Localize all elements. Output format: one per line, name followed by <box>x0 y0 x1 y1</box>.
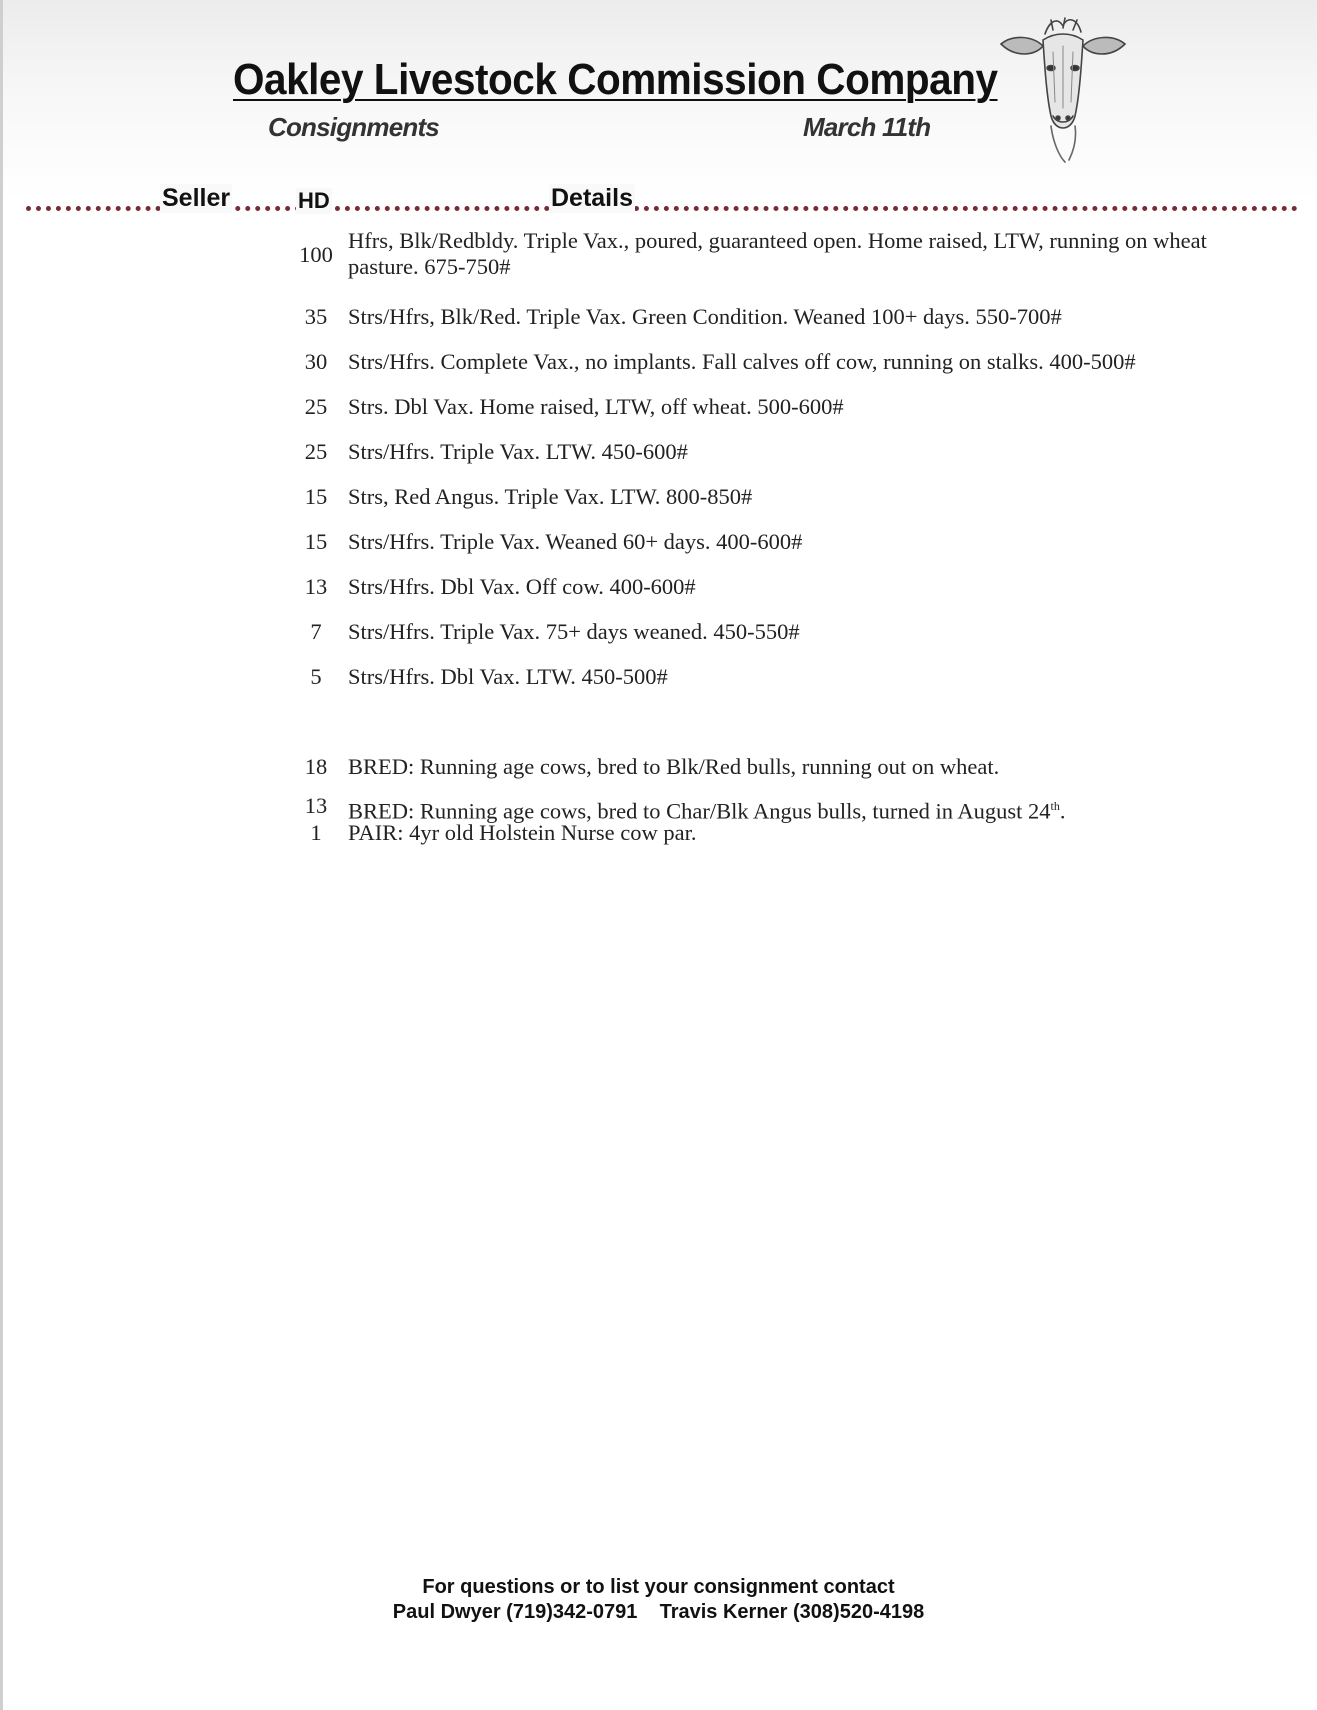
lot-details: Strs/Hfrs. Triple Vax. 75+ days weaned. 450-550# <box>348 619 800 644</box>
lot-details-end: . <box>1059 798 1066 824</box>
lot-details: Hfrs, Blk/Redbldy. Triple Vax., poured, guaranteed open. Home raised, LTW, running on wheat <box>348 228 1207 253</box>
lot-details: Strs. Dbl Vax. Home raised, LTW, off wheat. 500-600# <box>348 394 844 419</box>
head-count: 35 <box>304 304 328 329</box>
head-count: 15 <box>304 529 328 554</box>
lot-details-continued: pasture. 675-750# <box>348 254 511 279</box>
head-count: 1 <box>310 820 322 845</box>
head-count: 13 <box>304 793 328 818</box>
consignments-label: Consignments <box>268 112 439 142</box>
head-count: 25 <box>304 439 328 464</box>
lot-details: PAIR: 4yr old Holstein Nurse cow par. <box>348 820 697 845</box>
lot-details: Strs/Hfrs, Blk/Red. Triple Vax. Green Condition. Weaned 100+ days. 550-700# <box>348 304 1062 329</box>
head-count: 100 <box>299 242 333 267</box>
head-count: 25 <box>304 394 328 419</box>
lot-details: Strs/Hfrs. Dbl Vax. LTW. 450-500# <box>348 664 668 689</box>
lot-details: Strs/Hfrs. Complete Vax., no implants. Fall calves off cow, running on stalks. 400-500# <box>348 349 1136 374</box>
head-count: 18 <box>304 754 328 779</box>
sale-date: March 11th <box>803 112 931 142</box>
cow-head-logo <box>993 12 1133 164</box>
lot-details: Strs, Red Angus. Triple Vax. LTW. 800-850# <box>348 484 753 509</box>
lot-details: Strs/Hfrs. Dbl Vax. Off cow. 400-600# <box>348 574 696 599</box>
head-count: 7 <box>310 619 322 644</box>
head-count: 15 <box>304 484 328 509</box>
ordinal-suffix: th <box>1050 799 1060 813</box>
head-count: 13 <box>304 574 328 599</box>
lot-details: BRED: Running age cows, bred to Blk/Red bulls, running out on wheat. <box>348 754 1000 779</box>
column-header-hd: HD <box>298 188 330 213</box>
head-count: 5 <box>310 664 322 689</box>
footer-contact-prompt: For questions or to list your consignment contact <box>422 1576 895 1598</box>
column-header-details: Details <box>551 184 633 212</box>
company-title: Oakley Livestock Commission Company <box>233 55 998 104</box>
head-count: 30 <box>304 349 328 374</box>
lot-details: Strs/Hfrs. Triple Vax. LTW. 450-600# <box>348 439 688 464</box>
column-header-seller: Seller <box>162 184 231 212</box>
lot-details-text: BRED: Running age cows, bred to Char/Blk Angus bulls, turned in August 24 <box>348 798 1051 824</box>
page-edge <box>0 0 3 1710</box>
footer-contact-numbers: Paul Dwyer (719)342-0791 Travis Kerner (308)520-4198 <box>392 1601 925 1623</box>
lot-details: Strs/Hfrs. Triple Vax. Weaned 60+ days. 400-600# <box>348 529 803 554</box>
